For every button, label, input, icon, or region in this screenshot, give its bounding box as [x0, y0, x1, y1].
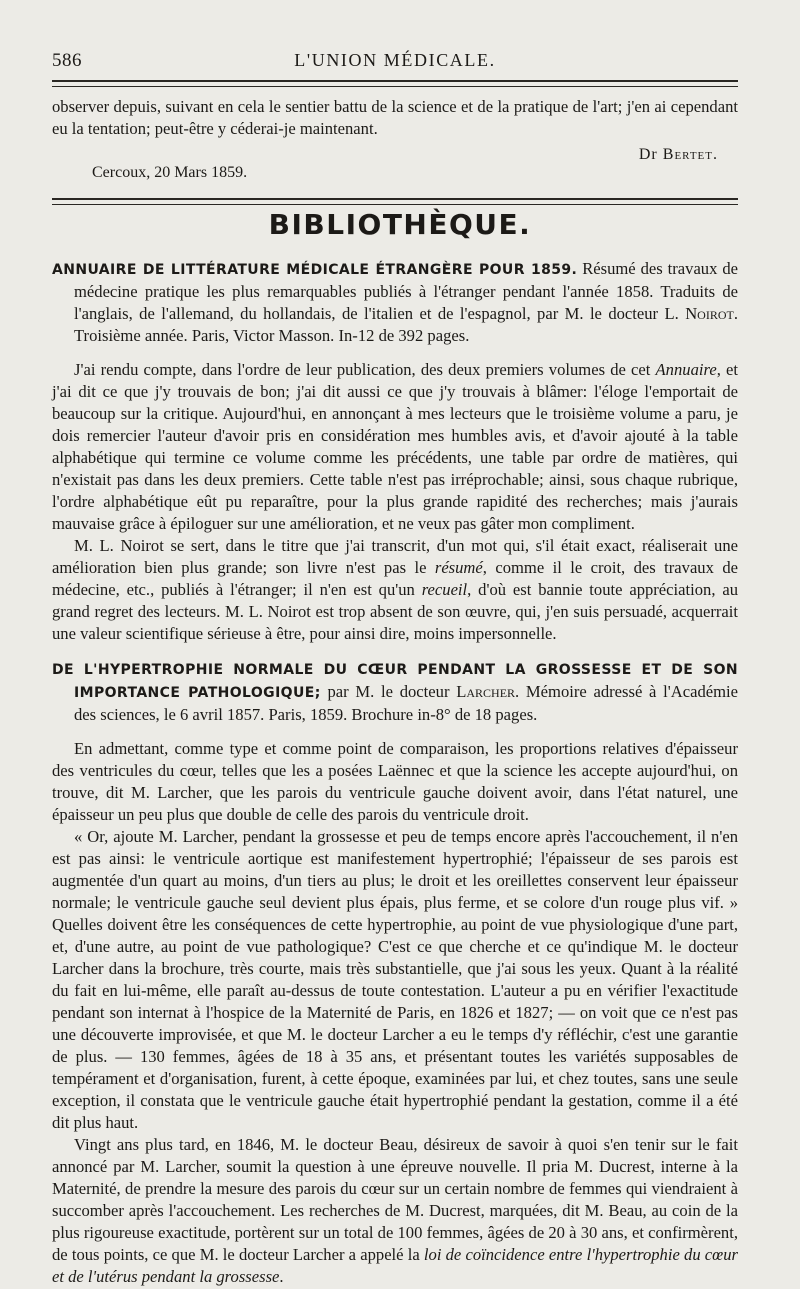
- text-run: .: [279, 1267, 284, 1286]
- running-head: [52, 46, 738, 74]
- author-title: Dr: [638, 146, 658, 163]
- review-annuaire-title: [52, 258, 738, 347]
- review-title: ANNUAIRE DE LITTÉRATURE MÉDICALE ÉTRANGÈRE POUR: [52, 262, 525, 278]
- review-title-year: 1859.: [524, 262, 578, 278]
- continued-paragraph: [52, 96, 738, 140]
- section-rule: [52, 198, 738, 205]
- review-details: par M. le docteur: [320, 682, 457, 701]
- review-hypertrophie-paragraph-3: [52, 1134, 738, 1288]
- review-title: DE L'HYPERTROPHIE NORMALE DU CŒUR PENDANT LA GROSSESSE ET DE SON IMPORTANCE PATHOLOGIQUE;: [52, 662, 738, 701]
- review-hypertrophie-paragraph-2: « Or, ajoute M. Larcher, pendant la grossesse et peu de temps encore après l'accouchement, il n'en est pas ainsi: le ventricule aortique est manifestement hypertrophié; l'épaisseur de ses parois est augmentée d'un quart au moins, d'un tiers au plus; le droit et les oreillettes conservent leur épaisseur normale; le ventricule gauche seul devient plus épais, plus ferme, et se colore d'un rouge plus vif. » Quelles doivent être les conséquences de cette hypertrophie, au point de vue physiologique d'une part, et, d'une autre, au point de vue pathologique? C'est ce que cherche et ce qu'indique M. le docteur Larcher dans la brochure, très courte, mais très substantielle, que j'ai sous les yeux. Quant à la réalité du fait en lui-même, elle paraît au-dessus de toute contestation. L'auteur a pu en vérifier l'exactitude pendant son internat à l'hospice de la Maternité de Paris, en 1826 et 1827; — on voit que ce n'est pas une découverte improvisée, et que M. le docteur Larcher a eu le temps d'y réfléchir, c'est une garantie de plus. — 130 femmes, âgées de 18 à 35 ans, et présentant toutes les variétés supposables de tempérament et d'organisation, furent, à cette époque, examinées par lui, et chez toutes, sans une seule exception, il constata que le ventricule gauche était hypertrophié pendant la gestation, comme il a été dit plus haut.: [52, 827, 738, 1132]
- page-number: 586: [52, 50, 82, 71]
- review-author: Noirot: [685, 304, 734, 323]
- review-hypertrophie-paragraph-1: En admettant, comme type et comme point de comparaison, les proportions relatives d'épaisseur des ventricules du cœur, telles que les a posées Laënnec et que la science les accepte aujourd'hui, on trouve, dit M. Larcher, que les parois du ventricule gauche doivent avoir, dans l'état naturel, une épaisseur un peu plus que double de celle des parois du ventricule droit.: [52, 739, 738, 824]
- text-run: Vingt ans plus tard, en 1846, M. le docteur Beau, désireux de savoir à quoi s'en tenir sur le fait annoncé par M. Larcher, soumit la question à une épreuve nouvelle. Il pria M. Ducrest, interne à la Maternité, de prendre la mesure des parois du cœur sur un certain nombre de femmes qui viendraient à succomber après l'accouchement. Les recherches de M. Ducrest, marquées, dit M. Beau, au coin de la plus rigoureuse exactitude, portèrent sur un total de 100 femmes, âgées de 20 à 30 ans, et confirmèrent, de tous points, ce que M. le docteur Larcher a appelé la: [52, 1135, 738, 1264]
- italic-run: recueil: [421, 580, 468, 599]
- italic-run: loi de coïncidence entre l'hypertrophie du cœur et de l'utérus pendant la grossesse: [52, 1245, 738, 1286]
- review-details-end: . Troisième année. Paris, Victor Masson. In-12 de 392 pages.: [74, 304, 738, 345]
- text-run: , comme il le croit, des travaux de médecine, etc., publiés à l'étranger; il n'en est qu'un: [52, 558, 738, 599]
- author-signature: [639, 146, 718, 164]
- text-run: , d'où est bannie toute appréciation, au grand regret des lecteurs. M. L. Noirot est trop absent de son œuvre, qui, j'en suis persuadé, acquerrait une valeur scientifique sérieuse à être, pour ainsi dire, moins impersonnelle.: [52, 580, 738, 643]
- review-hypertrophie-title: [52, 658, 738, 726]
- text-run: M. L. Noirot se sert, dans le titre que j'ai transcrit, d'un mot qui, s'il était exact, réaliserait une amélioration bien plus grande; son livre n'est pas le: [52, 536, 738, 577]
- header-rule: [52, 80, 738, 87]
- section-heading: BIBLIOTHÈQUE.: [268, 208, 532, 241]
- review-annuaire-paragraph-2: [52, 535, 738, 645]
- text-run: J'ai rendu compte, dans l'ordre de leur publication, des deux premiers volumes de cet: [74, 360, 656, 379]
- running-title: L'UNION MÉDICALE.: [294, 50, 496, 70]
- italic-run: Annuaire: [655, 360, 717, 379]
- review-details-end: . Mémoire adressé à l'Académie des sciences, le 6 avril 1857. Paris, 1859. Brochure in-8° de 18 pages.: [74, 682, 738, 724]
- review-hypertrophie: [52, 658, 738, 1288]
- review-annuaire-paragraph-1: [52, 359, 738, 535]
- author-name: Bertet.: [662, 146, 718, 163]
- review-author: Larcher: [456, 682, 516, 701]
- review-annuaire: [52, 258, 738, 645]
- italic-run: résumé: [434, 558, 483, 577]
- continued-text: observer depuis, suivant en cela le sentier battu de la science et de la pratique de l'art; j'en ai cependant eu la tentation; peut-être y céderai-je maintenant.: [52, 97, 738, 138]
- place-date: Cercoux, 20 Mars 1859.: [92, 164, 248, 181]
- text-run: , et j'ai dit ce que j'y trouvais de bon; j'ai dit aussi ce que j'y trouvais à blâmer: l'éloge l'emportait de beaucoup sur la critique. Aujourd'hui, en annonçant à mes lecteurs que le troisième volume a paru, je dois remercier l'auteur d'avoir pris en considération mes humbles avis, et d'avoir ajouté à la table alphabétique qui termine ce volume comme les précédents, une table par ordre de matières, qui n'existait pas dans les deux premiers. Cette table n'est pas irréprochable; ainsi, sous chaque rubrique, l'ordre alphabétique eût pu reparaître, pour la plus grande rapidité des recherches; mais j'aurais mauvaise grâce à épiloguer sur une amélioration, et ne veux pas gâter mon compliment.: [52, 360, 738, 533]
- review-details: Résumé des travaux de médecine pratique les plus remarquables publiés à l'étranger pendant l'année 1858. Traduits de l'anglais, de l'allemand, du hollandais, de l'italien et de l'espagnol, par M. le docteur L.: [74, 259, 739, 323]
